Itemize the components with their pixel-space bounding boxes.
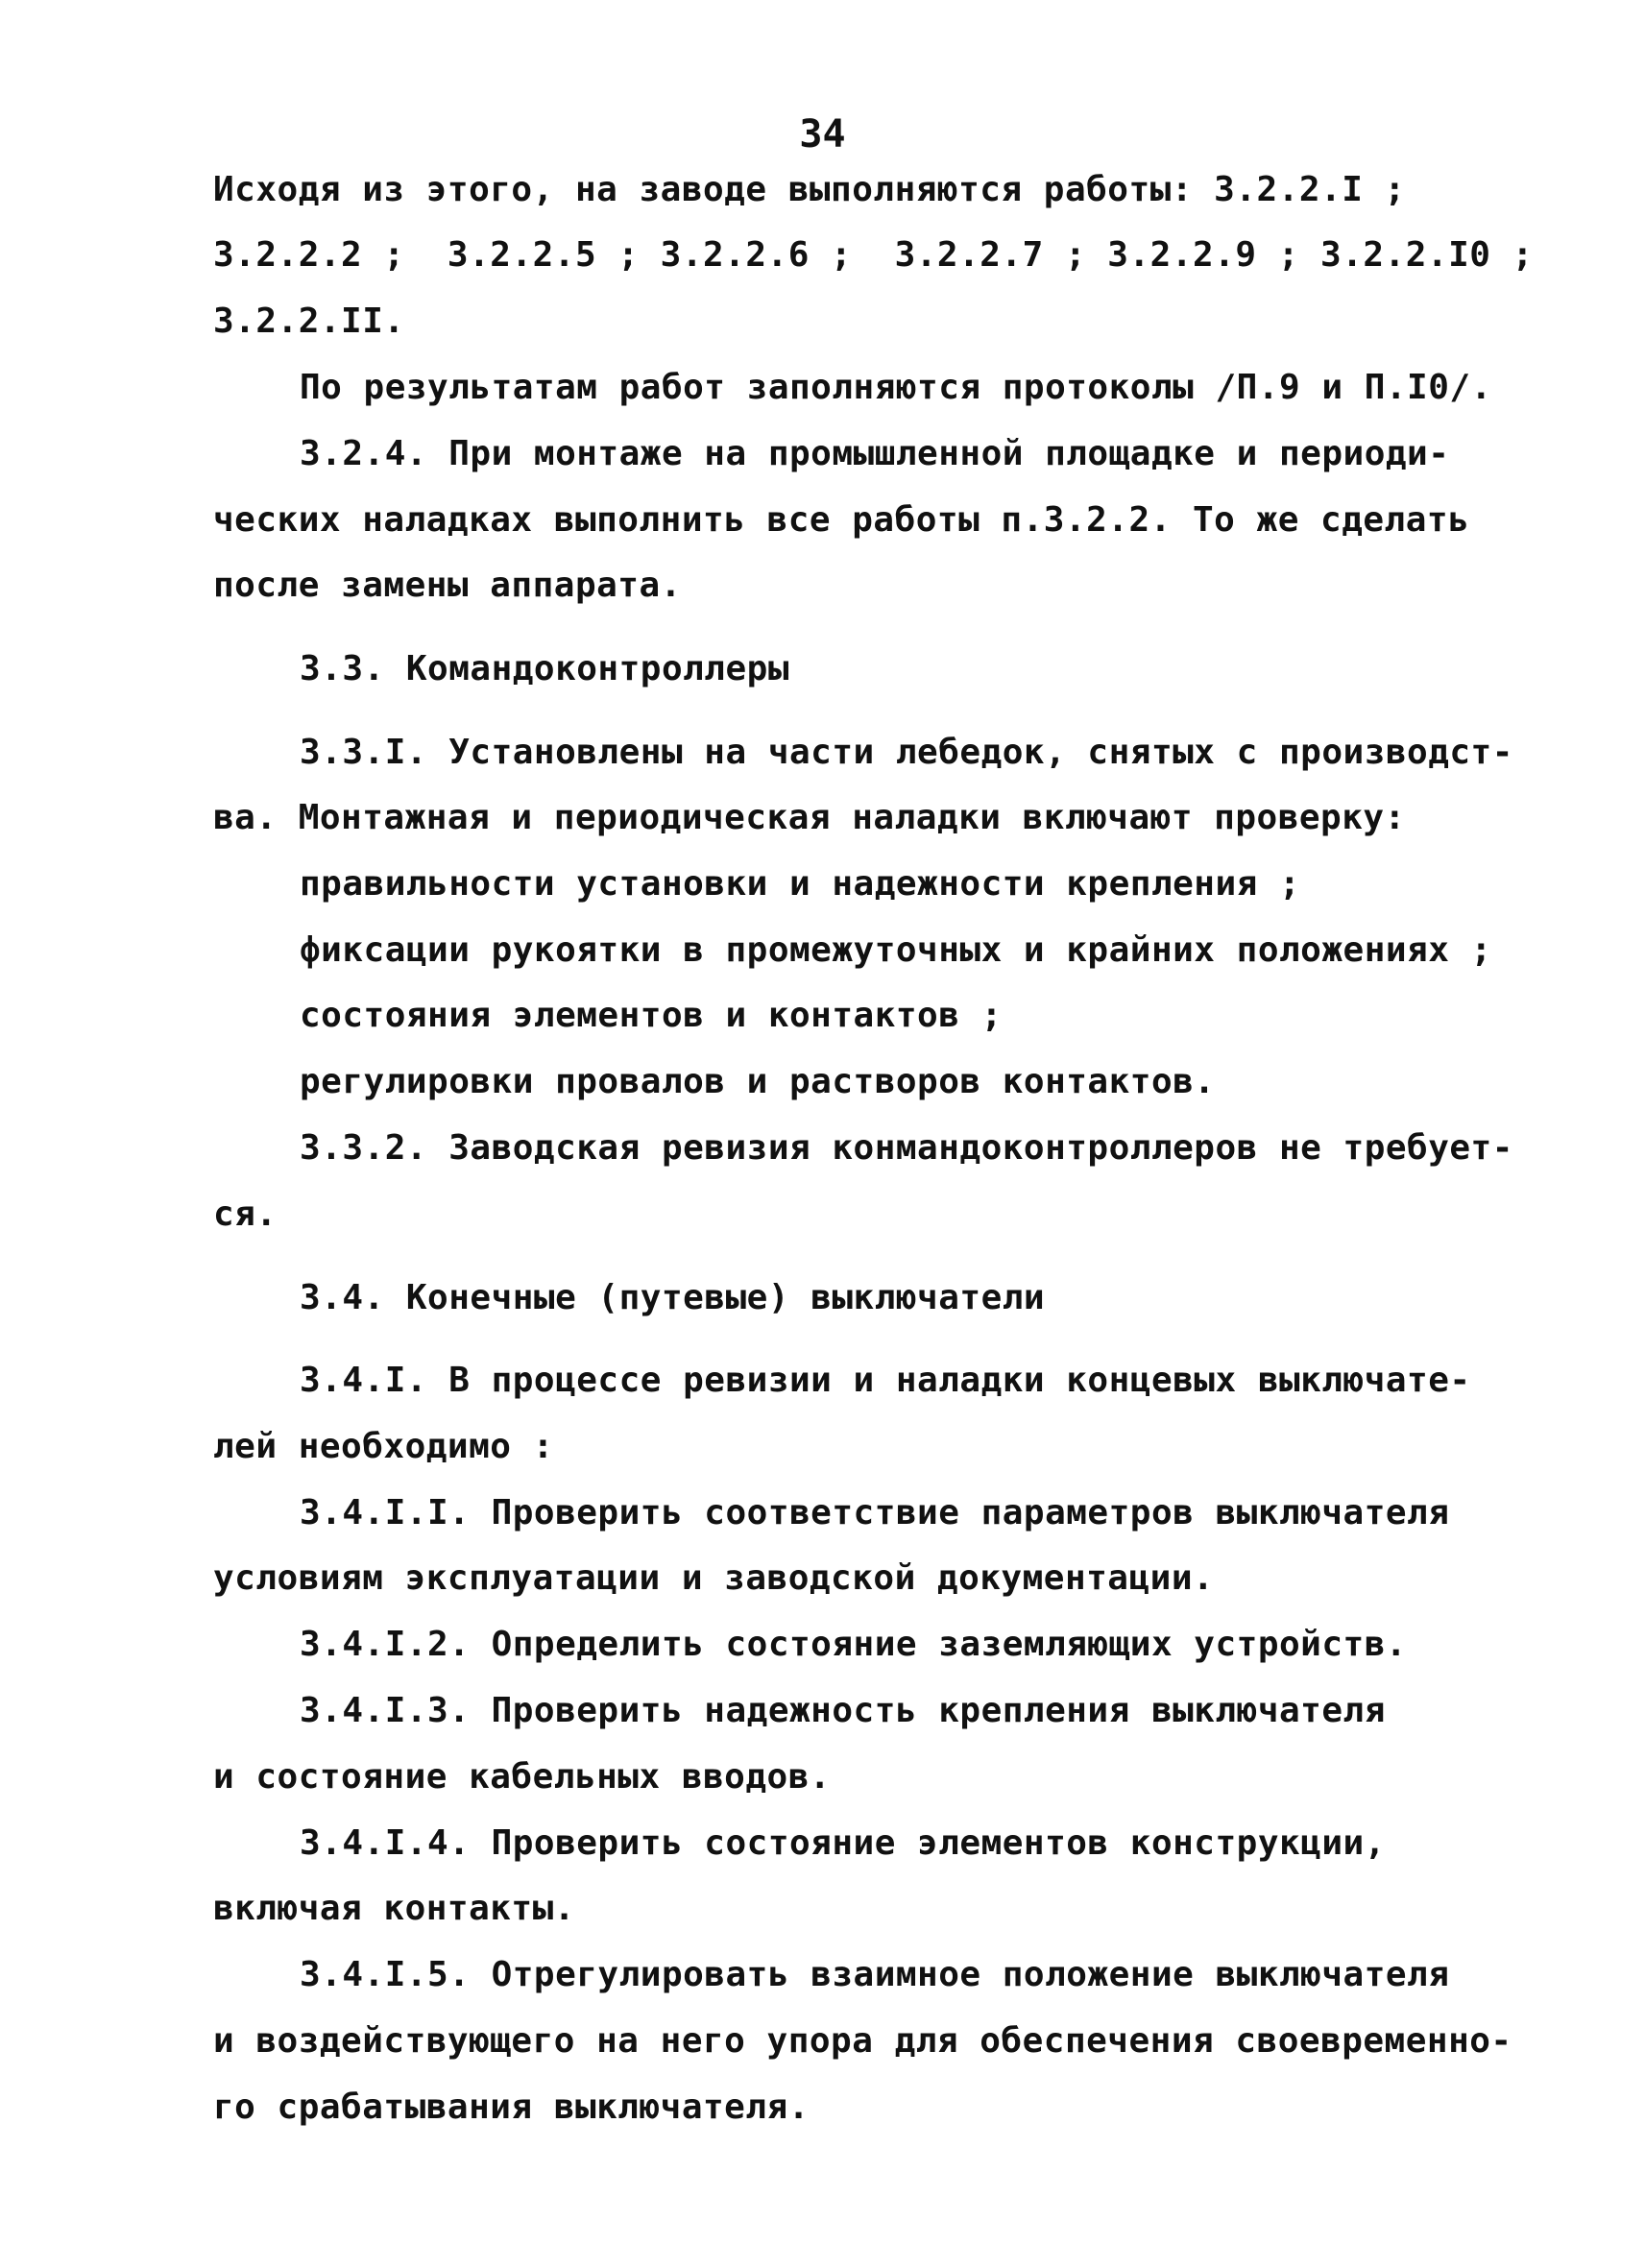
text-line-11: правильности установки и надежности крепления ; bbox=[300, 864, 1301, 904]
section-heading-3-4: 3.4. Конечные (путевые) выключатели bbox=[300, 1278, 1046, 1317]
text-line-3: 3.2.2.II. bbox=[213, 302, 405, 341]
section-heading-3-3: 3.3. Командоконтроллеры bbox=[300, 649, 789, 688]
text-line-12: фиксации рукоятки в промежуточных и крайних положениях ; bbox=[300, 930, 1492, 970]
text-line-7: после замены аппарата. bbox=[213, 566, 682, 605]
text-line-27: 3.4.I.5. Отрегулировать взаимное положение выключателя bbox=[300, 1955, 1450, 1994]
text-line-29: го срабатывания выключателя. bbox=[213, 2087, 810, 2127]
text-line-1: Исходя из этого, на заводе выполняются работы: 3.2.2.I ; bbox=[213, 170, 1406, 209]
text-line-18: 3.4.I. В процессе ревизии и наладки концевых выключате- bbox=[300, 1361, 1471, 1400]
text-line-25: 3.4.I.4. Проверить состояние элементов конструкции, bbox=[300, 1823, 1386, 1863]
text-line-9: 3.3.I. Установлены на части лебедок, снятых с производст- bbox=[300, 733, 1513, 772]
text-line-28: и воздействующего на него упора для обеспечения своевременно- bbox=[213, 2021, 1512, 2061]
text-line-13: состояния элементов и контактов ; bbox=[300, 996, 1003, 1035]
text-line-4: По результатам работ заполняются протоколы /П.9 и П.I0/. bbox=[300, 368, 1492, 407]
text-line-14: регулировки провалов и растворов контактов. bbox=[300, 1062, 1216, 1101]
text-line-22: 3.4.I.2. Определить состояние заземляющих устройств. bbox=[300, 1625, 1408, 1664]
text-line-19: лей необходимо : bbox=[213, 1427, 554, 1466]
text-line-23: 3.4.I.3. Проверить надежность крепления выключателя bbox=[300, 1691, 1386, 1730]
text-line-15: 3.3.2. Заводская ревизия конмандоконтроллеров не требует- bbox=[300, 1128, 1513, 1168]
text-line-5: 3.2.4. При монтаже на промышленной площадке и периоди- bbox=[300, 434, 1450, 473]
text-line-20: 3.4.I.I. Проверить соответствие параметров выключателя bbox=[300, 1493, 1450, 1532]
text-line-26: включая контакты. bbox=[213, 1889, 575, 1928]
page-number: 34 bbox=[799, 112, 846, 157]
text-line-2: 3.2.2.2 ; 3.2.2.5 ; 3.2.2.6 ; 3.2.2.7 ; 3.2.2.9 ; 3.2.2.I0 ; bbox=[213, 235, 1534, 275]
text-line-21: условиям эксплуатации и заводской документации. bbox=[213, 1558, 1215, 1598]
text-line-10: ва. Монтажная и периодическая наладки включают проверку: bbox=[213, 798, 1406, 837]
text-line-16: ся. bbox=[213, 1194, 278, 1234]
text-line-6: ческих наладках выполнить все работы п.3.2.2. То же сделать bbox=[213, 500, 1470, 540]
text-line-24: и состояние кабельных вводов. bbox=[213, 1757, 832, 1797]
